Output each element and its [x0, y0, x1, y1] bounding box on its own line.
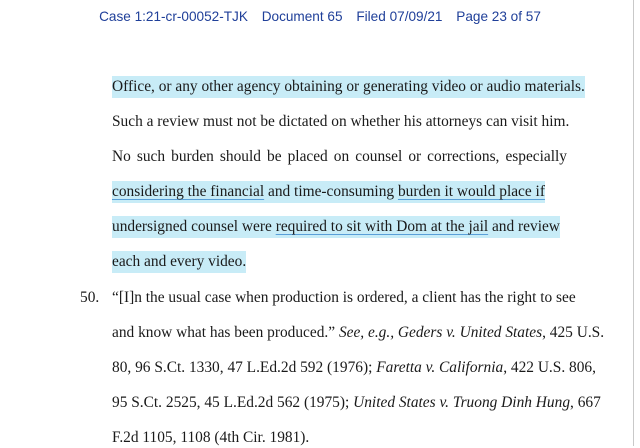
text-span: , 422 U.S. 806,	[503, 359, 596, 376]
highlight	[112, 181, 545, 203]
text-span: 95 S.Ct. 2525, 45 L.Ed.2d 562 (1975);	[112, 394, 354, 411]
paragraph-number: 50.	[80, 289, 100, 306]
page-edge	[633, 0, 634, 446]
underline: considering the financial	[112, 183, 265, 200]
text-span: and review	[488, 218, 560, 235]
p50-line-1	[112, 288, 576, 308]
page-number: Page 23 of 57	[456, 9, 541, 24]
p50-line-2	[112, 323, 604, 343]
filed-date: Filed 07/09/21	[356, 9, 443, 24]
text-line-2	[112, 112, 569, 132]
highlight	[112, 216, 560, 238]
text-span: undersigned counsel were	[112, 218, 276, 235]
text-line-3	[112, 147, 567, 167]
text-line-6	[112, 252, 246, 272]
case-header	[0, 9, 640, 24]
text-span: , 425 U.S.	[542, 324, 605, 341]
underline: burden it would place if	[397, 183, 545, 200]
p50-line-5	[112, 428, 309, 448]
p50-line-3	[112, 358, 596, 378]
text-span: No such burden should be placed on counsel or corrections, especially	[112, 148, 567, 165]
case-number: Case 1:21-cr-00052-TJK	[99, 9, 248, 24]
text-span: “[I]n the usual case when production is ordered, a client has the right to see	[112, 289, 576, 306]
case-citation: See, e.g., Geders v. United States	[338, 324, 543, 341]
text-line-4	[112, 182, 545, 202]
case-citation: United States v. Truong Dinh Hung	[353, 394, 571, 411]
p50-line-4	[112, 393, 601, 413]
highlight: each and every video.	[112, 251, 246, 273]
text-span: and know what has been produced.”	[112, 324, 339, 341]
text-line-5	[112, 217, 560, 237]
text-span: F.2d 1105, 1108 (4th Cir. 1981).	[112, 429, 310, 446]
text-line-1	[112, 77, 585, 97]
text-span: Such a review must not be dictated on whether his attorneys can visit him.	[112, 113, 570, 130]
document-number: Document 65	[261, 9, 343, 24]
case-citation: Faretta v. California	[376, 359, 504, 376]
highlight: Office, or any other agency obtaining or generating video or audio materials.	[112, 76, 585, 98]
underline: required to sit with Dom at the jail	[275, 218, 489, 235]
text-span: 80, 96 S.Ct. 1330, 47 L.Ed.2d 592 (1976);	[112, 359, 377, 376]
text-span: , 667	[570, 394, 601, 411]
text-span: and time-consuming	[264, 183, 398, 200]
